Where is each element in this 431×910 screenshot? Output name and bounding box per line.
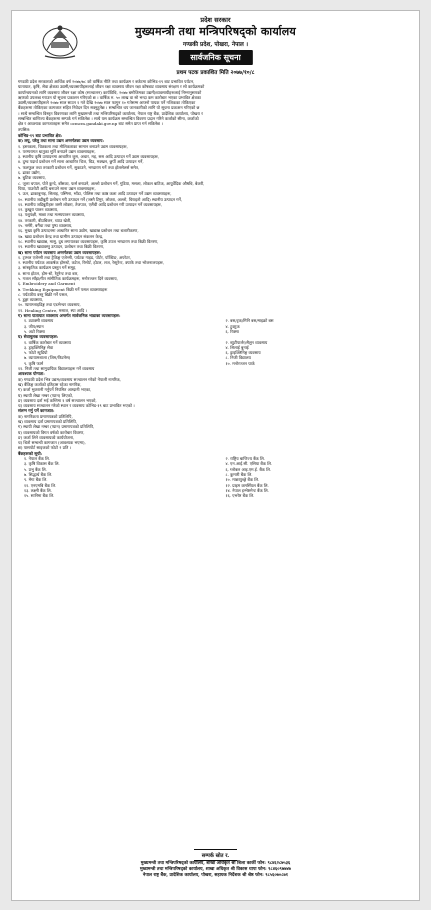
two-column-list <box>18 456 413 498</box>
list-item: ङ) कर्जा लिने व्यवसायको कार्ययोजना, <box>18 434 75 440</box>
contact-title: सम्पर्क स्रोत र. <box>194 849 238 861</box>
notice-section <box>18 371 413 408</box>
intro-line: क्षेत्र र आवश्यक कागजातहरू समेत ocmcm.gandaki.gov.np बाट समेत प्राप्त गर्न सकिनेछ । <box>18 121 163 127</box>
notice-section <box>18 334 413 371</box>
list-item: घ) व्यवसायको विगत वर्षको कारोबार विवरण, <box>18 429 85 435</box>
section-subtitle: आवश्यक योग्यता: <box>18 371 45 377</box>
office-title: मुख्यमन्त्री तथा मन्त्रिपरिषद्को कार्यालय <box>134 25 297 38</box>
contact-line-3: नेपाल राष्ट्र बैंक, प्रादेशिक कार्यालय, पोखरा, सहायक निर्देशक श्री श्रेष्ठ फोन: ९८५६०७०८७१ <box>142 873 289 878</box>
intro-line: यातायात, कृषि, सेवा क्षेत्रका उद्यमी/व्यवसायीहरूलाई जीवन रक्षा व्यवसाय जीवन रक्षा कोषबाट व्यवसाय संरक्षण र सो कार्यक्रमको <box>18 84 205 90</box>
notice-header <box>12 11 419 81</box>
list-item: ख) व्यवसाय दर्ता प्रमाणपत्रको प्रतिलिपि, <box>18 419 78 424</box>
intro-line: ऋणको उपलब्ध गराउन यो सूचना प्रकाशन गरिएको छ । वार्षिक रु. ५० लाख वा सो भन्दा कम कारोबार भएका प्रभावित क्षेत्रका <box>18 94 201 100</box>
list-item: १२. कुखुरा पालन व्यवसाय, <box>18 207 59 213</box>
notice-section <box>18 133 413 250</box>
list-item: १९. स्थानीय खाद्यवस्तु उत्पादन, प्रशोधन तथा बिक्री वितरण, <box>18 244 105 250</box>
section-subtitle: क) लघु, घरेलु तथा साना उद्यम अन्तर्गतका उद्यम व्यवसाय: <box>18 138 105 144</box>
list-item: ११. Healing Centre, मसाज, स्पा आदि । <box>18 307 87 313</box>
section-subtitle: बैंकहरूको सूची: <box>18 450 43 456</box>
list-item: ४. एन.आई.सी. एसिया बैंक लि. <box>225 461 273 467</box>
list-item: १०. प्याराग्लाइडिङ्ग तथा एडभेन्चर व्यवसाय, <box>18 302 81 308</box>
list-item: ६. रिक्सा <box>225 328 239 334</box>
list-item: १२. प्राइम कमर्सियल बैंक लि. <box>225 482 269 488</box>
list-item: ४. दुग्ध पदार्थ प्रशोधन गर्ने साना आधारित चिज, घिउ, मक्खन, छुर्पी आदि उत्पादन गर्ने, <box>18 159 144 165</box>
list-item: १६. एभरेष्ट बैंक लि. <box>225 493 255 499</box>
list-item: १. ट्राभल एजेन्सी तथा ट्रेकिङ्ग एजेन्सी, पर्यटक गाइड, पोर्टर, र्याफ्टिङ, अपरेटर, <box>18 254 132 260</box>
list-item: ९. कृषि फार्म <box>24 360 44 366</box>
section-subtitle: ख) साना पर्यटन व्यवसाय अन्तर्गतका उद्यम व्यवसायहरू: <box>18 249 102 255</box>
list-item: १. ट्याक्सी व्यवसाय <box>24 318 54 324</box>
list-item: १४. नेपाल इन्भेष्टमेन्ट बैंक लि. <box>225 487 269 493</box>
list-item: १. वार्षिक कारोबार गर्ने व्यवसाय <box>24 339 71 345</box>
contact-footer <box>12 842 419 879</box>
list-item: ८. निजी विद्यालय <box>225 355 251 361</box>
list-item: च) धितो सम्बन्धी कागजात (आवश्यक भएमा), <box>18 440 86 446</box>
list-item: ६. ढाका उद्योग, <box>18 170 41 176</box>
list-item: २. बस/ट्रक/मिनि बस/माइक्रो बस <box>225 318 274 324</box>
list-item: ३. सांस्कृतिक कार्यक्रम प्रस्तुत गर्ने समूह, <box>18 265 77 271</box>
list-item: १७. खाद्य प्रशोधन केन्द्र तथा ग्रामीण उत्पादन संकलन केन्द्र, <box>18 233 104 239</box>
list-item: च) व्यवसाय सञ्चालन गरेको स्थान र व्यवसाय कोभिड-१९ बाट प्रभावित भएको । <box>18 403 135 409</box>
list-item: ११. स्थानीय जडिबुटीहरू जस्तै लोक्ता, तेजपात, एलैंची आदि प्रशोधन गरी उत्पादन गर्ने व्यवसायहरू, <box>18 201 163 207</box>
list-item: ३. जीप/स्यान <box>24 323 44 329</box>
intro-line: कार्यान्वयनको लागि व्यवसाय जीवन रक्षा कोष (सञ्चालन) कार्यविधि, २०७७ बमोजिमका उद्यमी/व्यवसायीहरूलाई निम्नानुसारको <box>18 89 202 95</box>
list-item: ८. पर्यटकीय वस्तु बिक्री गर्ने पसल, <box>18 291 69 297</box>
list-item: ११. निजी तथा सामुदायिक विद्यालयहरू गर्ने व्यवसाय <box>18 366 95 372</box>
list-item: ६. ड्राइक्लिनिङ्ग व्यवसाय <box>225 350 261 356</box>
list-item: छ) पासपोर्ट साइजको फोटो २ प्रति । <box>18 445 72 451</box>
list-item: ९. मेगा बैंक लि. <box>24 477 48 483</box>
contact-line-1: मुख्यमन्त्री तथा मन्त्रिपरिषद्को कार्यालय, शाखा अधिकृत श्री शिला कार्की फोन: ९८४६२८७५३६ <box>140 861 291 866</box>
office-address: गण्डकी प्रदेश, पोखरा, नेपाल । <box>182 42 249 48</box>
notice-section <box>18 313 413 334</box>
intro-line: सम्बन्धित बाणिज्य बैंकहरूमा सम्पर्क गर्न सकिनेछ । साथै यस कार्यक्रम सम्बन्धित विवरण प्रदान गरिने कर्जाको सीमा, कर्जाको <box>18 116 199 122</box>
notice-section <box>18 250 413 314</box>
list-item: २. ब्युटीपार्लर/सैलुन व्यवसाय <box>225 339 268 345</box>
section-title: कोभिड-१९ बाट प्रभावित क्षेत्र: <box>18 132 63 138</box>
list-item: १३. लक्ष्मी बैंक लि. <box>24 487 52 493</box>
government-label: प्रदेश सरकार <box>200 16 231 24</box>
list-item: १. हस्तकला, चित्रकला तथा मौलिकताका सामान बनाउने उद्यम व्यवसायहरू, <box>18 143 128 149</box>
notice-title-badge: सार्वजनिक सूचना <box>178 50 252 65</box>
intro-line: । साथै सम्बन्धित विस्तृत विवरणका लागि मुख्यमन्त्री तथा मन्त्रिपरिषद्को कार्यालय, नेपाल राष्ट्र बैंक, प्रादेशिक कार्यालय, पोखरा र <box>18 110 203 116</box>
list-item: ८. जुत्ता चप्पल, पोते कुन्दे, बाँसका, फर्स बनाउने, अल्लो प्रशोधन गर्ने, गुडिया, मसला, लोकल बाटिक, आयुर्वेदिक औषधि, बेकरी, <box>18 180 205 186</box>
list-item: १०. स्थानीय जडीबुटी प्रशोधन गरी उत्पादन गर्ने (जस्तै टिमुर, लोक्ता, अल्लो, चिराइतो आदि) स्थानीय उत्पादन गर्ने, <box>18 196 183 202</box>
list-item: १५. नर्सरी, बगैंचा तथा पुष्प व्यवसाय, <box>18 223 73 229</box>
intro-line: बैंकहरूमा तोकिएका कागजात सहित निवेदन दिन सक्नुहुनेछ । सम्बन्धित थप जानकारीको लागि यो सूचना प्रकाशन गरिएको छ <box>18 105 200 111</box>
list-item: क) नागरिकता प्रमाणपत्रको प्रतिलिपि, <box>18 413 73 419</box>
two-column-list <box>18 318 413 334</box>
list-item: १५. सानिमा बैंक लि. <box>24 493 55 499</box>
list-item: क) गण्डकी प्रदेश भित्र उद्यम/व्यवसाय सञ्चालन गरेको नेपाली नागरिक, <box>18 376 121 382</box>
list-item: ५. गजल साँझ/गीत सांगीतिक कार्यक्रमहरू, मनोरञ्जन दिने व्यवसाय, <box>18 275 118 281</box>
list-item: १०. मनोरञ्जन पार्क <box>225 360 255 366</box>
section-subtitle: ग) साना यातायात व्यवसाय अन्तर्गत सार्वजनिक भाडाका व्यवसायहरू: <box>18 313 121 319</box>
list-item: ५. फोटो स्टुडियो <box>24 350 48 356</box>
notice-page <box>11 10 420 901</box>
list-item: १. नेपाल बैंक लि. <box>24 456 51 462</box>
list-item: ६. Embroidery and Garment <box>18 281 76 287</box>
list-item: ३. स्थानीय कृषि उत्पादनमा आधारित जुस, अचार, मह, सस आदि उत्पादन गर्ने उद्यम व्यवसायहरू, <box>18 154 160 160</box>
list-item: ङ) व्यवसाय दर्ता भई कम्तिमा १ वर्ष सञ्चालन भएको, <box>18 397 97 403</box>
list-item: ७. Trekking Equipment बिक्री गर्ने पसल व्यवसायहरू <box>18 286 108 292</box>
list-item: ५. प्रभु बैंक लि. <box>24 466 47 472</box>
list-item: ११. एनएमबि बैंक लि. <box>24 482 57 488</box>
list-item: ८. कुमारी बैंक लि. <box>225 471 253 477</box>
list-item: ७. बुटिक व्यवसाय, <box>18 175 46 181</box>
list-item: १३. पशुपंक्षी, माछा तथा मत्स्यपालन व्यवसाय, <box>18 212 86 218</box>
list-item: १८. स्थानीय खाद्यान्न, मासु, दुध लगायतका व्यवसायहरू, कृषि उपज भण्डारण तथा बिक्री वितरण, <box>18 238 159 244</box>
two-column-list <box>18 340 413 366</box>
publish-date: प्रथम पटक प्रकाशित मिति २०७७/१०/८ <box>176 70 255 76</box>
list-item: ४. टुक्टुक <box>225 323 240 329</box>
list-item: ९. ऊन, ढाकाबुनाइ, सिलाइ, पस्मिना, भाँडा, पोलिस तथा काष्ठ कला आदि उत्पादन गर्ने उद्यम व्यवसायहरू, <box>18 191 172 197</box>
list-item: ४. साना होटल, होम-स्टे, रेष्टुरेन्ट तथा बार, <box>18 270 79 276</box>
intro-line: तपसिल: <box>18 126 31 132</box>
list-item: चिया, पाउरोटी आदि बनाउने साना उद्यम व्यवसायहरू, <box>18 185 96 191</box>
list-item: १४. तरकारी, बीउबिजन, च्याउ खेती, <box>18 217 72 223</box>
list-item: ३. कृषि विकास बैंक लि. <box>24 461 60 467</box>
list-item: ५. फलफुल तथा तरकारी प्रशोधन गर्ने, सुकाउने, भण्डारण गर्ने तथा होलसेलर्स समेत, <box>18 164 140 170</box>
notice-section <box>18 451 413 499</box>
list-item: ४. सिलाई बुनाई <box>225 344 249 350</box>
list-item: १०. माछापुच्छ्रे बैंक लि. <box>225 477 260 483</box>
list-item: ५. अटो रिक्सा <box>24 328 45 334</box>
list-item: ७. व्यायामशाला (जिम/फिटनेस) <box>24 355 71 361</box>
list-item: २. राष्ट्रिय बाणिज्य बैंक लि. <box>225 456 265 462</box>
list-item: ६. ग्लोबल आइ.एम.ई. बैंक लि. <box>225 466 272 472</box>
list-item: घ) स्थायी लेखा नम्बर (प्यान) लिएको, <box>18 392 74 398</box>
intro-paragraph <box>18 79 413 132</box>
list-item: २. परम्परागत धातुका मूर्ति बनाउने उद्यम व्यवसायहरू, <box>18 148 96 154</box>
list-item: ग) कर्जा भुक्तानी गर्नुपर्ने नियमित आम्दानी भएका, <box>18 387 92 393</box>
intro-line: उद्यमी/व्यवसायीहरूले २०७७ साल साउन १ गते देखि २०७७ साल फागुन १० गतेसम्म आफ्नो पायक पर्ने नजिकका तोकिएका <box>18 100 196 106</box>
section-subtitle: संलग्न गर्नु पर्ने कागजात: <box>18 408 55 414</box>
list-item: ग) स्थायी लेखा नम्बर (प्यान) प्रमाणपत्रको प्रतिलिपि, <box>18 424 95 430</box>
intro-line: गण्डकी प्रदेश सरकारको आर्थिक वर्ष २०७७/७८ को वार्षिक नीति तथा कार्यक्रम र बजेटमा कोभिड-१९ बाट प्रभावित पर्यटन, <box>18 79 195 84</box>
list-item: १६. मुख्य कृषि उत्पादनमा आधारित साना उद्योग, खाद्यान्न प्रशोधन तथा बजारीकरण, <box>18 228 139 234</box>
list-item: ७. सिद्धार्थ बैंक लि. <box>24 471 53 477</box>
contact-line-2: मुख्यमन्त्री तथा मन्त्रिपरिषद्को कार्यालय, शाखा अधिकृत श्री विकास थापा फोन: ९८४६०९७७४७ <box>140 867 291 872</box>
list-item: ३. ड्राइक्लिनिङ्ग सेवा <box>24 344 54 350</box>
notice-body <box>18 79 413 498</box>
list-item: २. स्थानीय पर्यटक आकर्षक होमस्टे, कटेज, रिसोर्ट, होटल, लज, रेस्टुरेन्ट, क्याफे तथा भोजनालयहरू, <box>18 260 165 266</box>
notice-section <box>18 408 413 450</box>
list-item: ख) बैंकिङ्ग कर्जाको इतिहास रहेका नागरिक, <box>18 381 82 387</box>
list-item: ९. डुङ्गा व्यवसाय, <box>18 297 44 303</box>
section-subtitle: घ) सेवामूलक व्यवसायहरू: <box>18 334 59 340</box>
